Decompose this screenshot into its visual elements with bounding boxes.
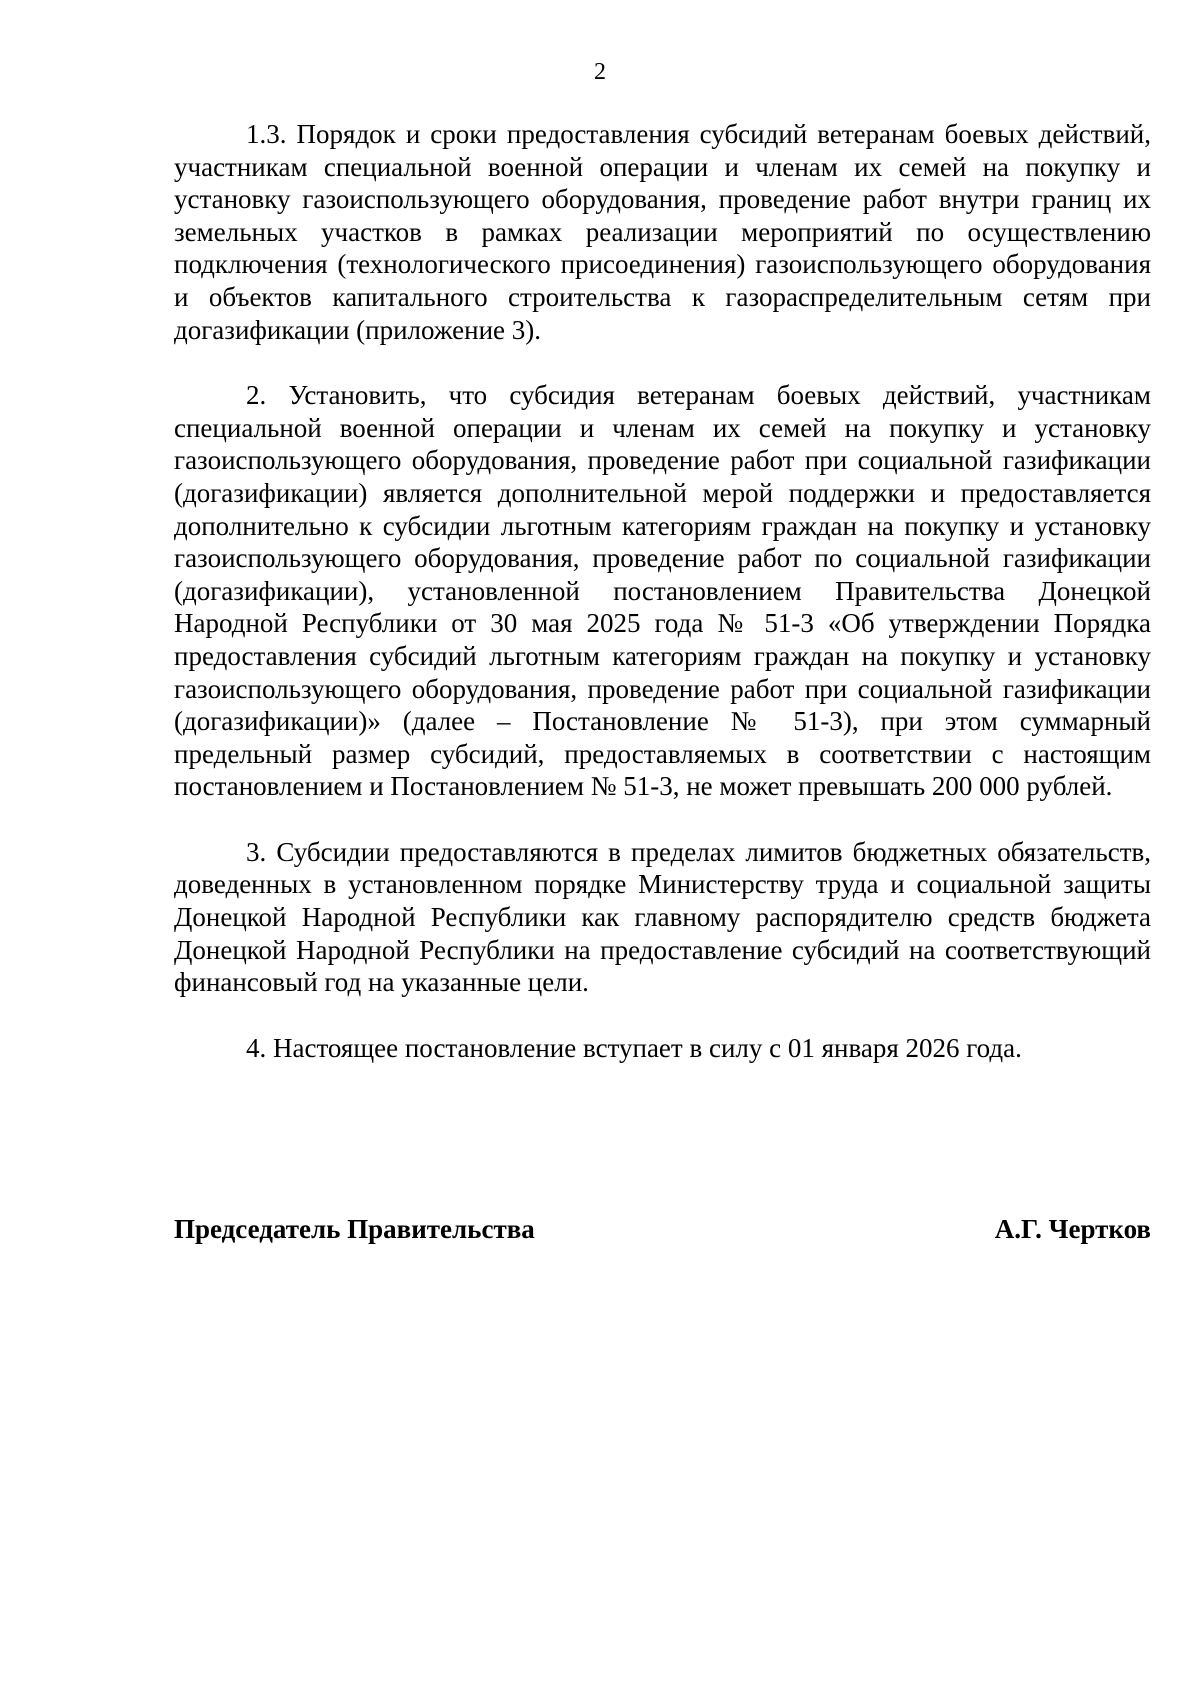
paragraph-3: 3. Субсидии предоставляются в пределах лимитов бюджетных обязательств, доведенных в установленном порядке Министерству труда и социальной защиты Донецкой Народной Республики как главному распорядителю средств бюджета Донецкой Народной Республики на предоставление субсидий на соответствующий финансовый год на указанные цели. <box>174 836 1151 998</box>
signatory-name: А.Г. Чертков <box>994 1214 1151 1244</box>
paragraph-2: 2. Установить, что субсидия ветеранам боевых действий, участникам специальной военной операции и членам их семей на покупку и установку газоиспользующего оборудования, проведение работ при социальной газификации (догазификации) является дополнительной мерой поддержки и предоставляется дополнительно к субсидии льготным категориям граждан на покупку и установку газоиспользующего оборудования, проведение работ по социальной газификации (догазификации), установленной постановлением Правительства Донецкой Народной Республики от 30 мая 2025 года № 51-3 «Об утверждении Порядка предоставления субсидий льготным категориям граждан на покупку и установку газоиспользующего оборудования, проведение работ при социальной газификации (догазификации)» (далее – Постановление № 51-3), при этом суммарный предельный размер субсидий, предоставляемых в соответствии с настоящим постановлением и Постановлением № 51-3, не может превышать 200 000 рублей. <box>174 380 1151 802</box>
signatory-position: Председатель Правительства <box>174 1214 535 1244</box>
document-body <box>174 118 1151 1064</box>
paragraph-1-3: 1.3. Порядок и сроки предоставления субсидий ветеранам боевых действий, участникам специальной военной операции и членам их семей на покупку и установку газоиспользующего оборудования, проведение работ внутри границ их земельных участков в рамках реализации мероприятий по осуществлению подключения (технологического присоединения) газоиспользующего оборудования и объектов капитального строительства к газораспределительным сетям при догазификации (приложение 3). <box>174 119 1151 345</box>
paragraph-4: 4. Настоящее постановление вступает в силу с 01 января 2026 года. <box>246 1032 1022 1063</box>
signature-block <box>174 1213 1151 1245</box>
page-number: 2 <box>594 59 606 85</box>
